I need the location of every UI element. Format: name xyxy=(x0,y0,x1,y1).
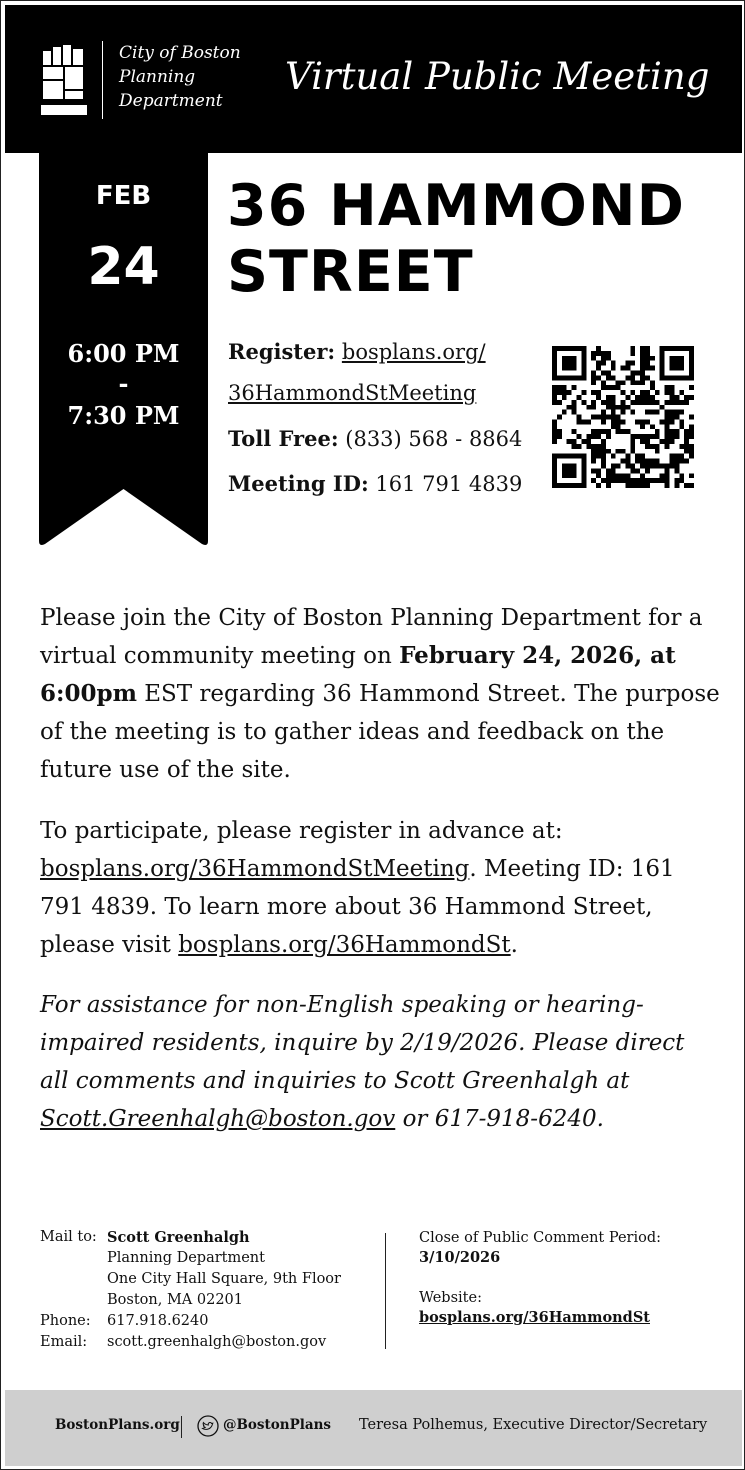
meetingid-line xyxy=(228,471,522,496)
close-period-label: Close of Public Comment Period: xyxy=(419,1230,662,1246)
register-link[interactable]: bosplans.org/ xyxy=(341,340,486,364)
register-link-cont[interactable]: 36HammondStMeeting xyxy=(228,381,477,405)
intro-date-bold: February 24, 2026, at 6:00pm xyxy=(40,642,676,707)
org-line: Planning xyxy=(119,67,196,87)
assistance-text: For assistance for non-English speaking or hearing-impaired residents, inquire by 2/19/2026. Please direct all comments and inquiries to Scott Greenhalgh at xyxy=(40,992,685,1094)
event-title xyxy=(227,173,685,305)
footer-divider xyxy=(181,1416,182,1438)
contact-divider xyxy=(385,1233,386,1349)
start-time: 6:00 PM xyxy=(67,339,180,368)
meetingid-label: Meeting ID: xyxy=(228,471,369,496)
address-line: Boston, MA 02201 xyxy=(107,1292,243,1308)
website-link[interactable]: bosplans.org/36HammondSt xyxy=(419,1309,650,1326)
register-link-body[interactable]: bosplans.org/36HammondStMeeting xyxy=(40,856,470,882)
phone-value: 617.918.6240 xyxy=(107,1313,209,1329)
org-line: Department xyxy=(119,91,223,111)
date-day: 24 xyxy=(87,237,160,297)
intro-text: Please join the City of Boston Planning Department for a virtual community meeting on xyxy=(40,605,703,669)
assistance-text-2: or 617-918-6240. xyxy=(395,1106,604,1132)
logo-divider xyxy=(102,41,103,119)
participate-paragraph xyxy=(40,812,720,964)
website-label: Website: xyxy=(419,1290,482,1306)
time-dash: - xyxy=(118,369,129,398)
tollfree-label: Toll Free: xyxy=(228,426,339,451)
header-banner xyxy=(5,5,742,153)
email-value[interactable]: scott.greenhalgh@boston.gov xyxy=(107,1334,327,1350)
end-time: 7:30 PM xyxy=(67,401,180,430)
tollfree-value: (833) 568 - 8864 xyxy=(345,427,523,451)
participate-text-2: . Meeting ID: 161 791 4839. To learn more about 36 Hammond Street, please visit xyxy=(40,856,675,958)
meetingid-value: 161 791 4839 xyxy=(375,472,523,496)
twitter-bird-icon[interactable] xyxy=(197,1415,219,1437)
title-line: 36 HAMMOND xyxy=(227,173,685,239)
footer-twitter-handle[interactable]: @BostonPlans xyxy=(223,1417,332,1433)
title-line: STREET xyxy=(227,239,474,305)
address-line: Planning Department xyxy=(107,1250,265,1266)
org-name xyxy=(119,41,241,113)
footer-director: Teresa Polhemus, Executive Director/Secretary xyxy=(359,1417,708,1433)
mail-label: Mail to: xyxy=(40,1229,97,1245)
assistance-paragraph xyxy=(40,986,720,1138)
header-title: Virtual Public Meeting xyxy=(285,55,710,98)
footer-site-link[interactable]: BostonPlans.org xyxy=(55,1417,180,1433)
intro-paragraph xyxy=(40,599,720,789)
register-line xyxy=(228,339,486,364)
tollfree-line xyxy=(228,426,522,451)
footer-bar xyxy=(5,1390,742,1466)
date-month: FEB xyxy=(95,181,152,211)
contact-email-link[interactable]: Scott.Greenhalgh@boston.gov xyxy=(40,1106,396,1132)
participate-text: To participate, please register in advance at: xyxy=(40,818,563,844)
participate-text-3: . xyxy=(510,932,518,958)
intro-text-2: EST regarding 36 Hammond Street. The purpose of the meeting is to gather ideas and feedback on the future use of the site. xyxy=(40,681,720,783)
address-line: One City Hall Square, 9th Floor xyxy=(107,1271,341,1287)
phone-label: Phone: xyxy=(40,1313,91,1329)
qr-code-icon[interactable] xyxy=(552,346,694,488)
contact-name: Scott Greenhalgh xyxy=(107,1229,250,1246)
close-period-date: 3/10/2026 xyxy=(419,1249,501,1266)
city-hall-logo-icon xyxy=(41,45,87,117)
org-line: City of Boston xyxy=(119,43,241,63)
project-link-body[interactable]: bosplans.org/36HammondSt xyxy=(178,932,511,958)
register-line-2 xyxy=(228,381,476,405)
register-label: Register: xyxy=(228,339,336,364)
email-label: Email: xyxy=(40,1334,88,1350)
